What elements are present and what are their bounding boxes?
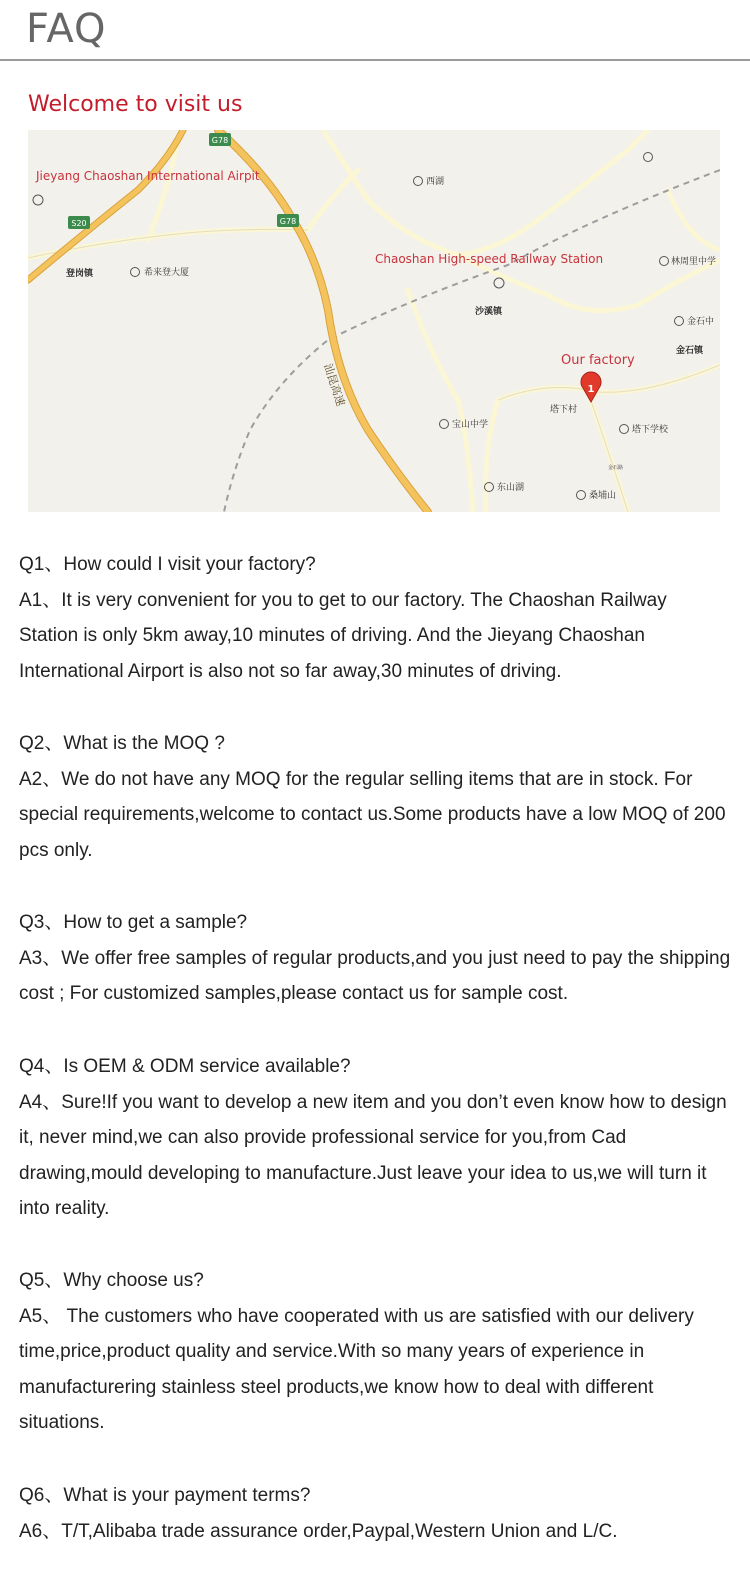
faq-answer-2: A2、We do not have any MOQ for the regular selling items that are in stock. For special requirements,welcome to contact us.Some products have a low MOQ of 200 pcs only.: [19, 768, 726, 861]
faq-item-1: [19, 547, 731, 689]
page-title: FAQ: [26, 6, 107, 52]
faq-item-4: [19, 1049, 731, 1227]
poi-icons: [33, 153, 684, 500]
faq-question-1: Q1、How could I visit your factory?: [19, 554, 316, 575]
expressways: [28, 130, 428, 512]
faq-question-2: Q2、What is the MOQ ?: [19, 733, 225, 754]
factory-marker-number: 1: [587, 384, 595, 395]
map-label-baoshan: 宝山中学: [452, 420, 489, 430]
map-label-taxiacun: 塔下村: [550, 405, 578, 415]
faq-question-3: Q3、How to get a sample?: [19, 912, 248, 933]
faq-item-5: [19, 1263, 731, 1441]
station-icon: [494, 278, 504, 288]
poi-sangpushan-icon: [577, 491, 586, 500]
title-divider: [0, 59, 750, 61]
faq-question-6: Q6、What is your payment terms?: [19, 1485, 311, 1506]
map-label-sangpushan: 桑埔山: [589, 491, 617, 501]
map-label-expressway: 汕昆高速: [321, 361, 348, 408]
faq-item-2: [19, 726, 731, 868]
faq-question-5: Q5、Why choose us?: [19, 1270, 204, 1291]
map-label-taxia-school: 塔下学校: [632, 425, 669, 435]
map-label-linzhouli: 林周里中学: [671, 257, 717, 267]
location-map: [28, 130, 720, 512]
map-label-airport: Jieyang Chaoshan International Airpit: [36, 169, 260, 183]
road-label-s20: S20: [71, 219, 87, 228]
poi-baoshan-icon: [440, 420, 449, 429]
map-label-factory: Our factory: [561, 353, 635, 368]
faq-item-3: [19, 905, 731, 1012]
map-label-xilaideng: 希来登大厦: [144, 268, 190, 278]
road-label-g78-top: G78: [211, 136, 229, 145]
map-label-small: 金石路: [608, 465, 624, 471]
faq-answer-6: A6、T/T,Alibaba trade assurance order,Paypal,Western Union and L/C.: [19, 1520, 618, 1542]
faq-answer-1: A1、It is very convenient for you to get to our factory. The Chaoshan Railway Station is only 5km away,10 minutes of driving. And the Jieyang Chaoshan International Airport is also not so far away,30 minutes of driving.: [19, 589, 667, 682]
faq-answer-3: A3、We offer free samples of regular products,and you just need to pay the shipping cost ; For customized samples,please contact us for sample cost.: [19, 947, 731, 1004]
faq-answer-5: A5、 The customers who have cooperated with us are satisfied with our delivery time,price,product quality and service.With so many years of experience in manufacturering stainless steel products,we know how to deal with different situations.: [19, 1305, 694, 1433]
map-label-jinshi-school: 金石中: [687, 317, 715, 327]
poi-taxia-icon: [620, 425, 629, 434]
map-label-xihu: 西湖: [426, 177, 445, 187]
map-label-station: Chaoshan High-speed Railway Station: [375, 252, 604, 266]
road-label-g78-mid: G78: [279, 217, 297, 226]
map-label-denggang: 登岗镇: [66, 269, 94, 279]
poi-linzhouli-icon: [660, 257, 669, 266]
airport-icon: [33, 195, 43, 205]
poi-jinshi-icon: [675, 317, 684, 326]
poi-xihu-icon: [414, 177, 423, 186]
map-label-jinshi-town: 金石镇: [676, 346, 704, 356]
faq-item-6: [19, 1478, 731, 1549]
map-label-dongshan: 东山湖: [497, 483, 525, 493]
poi-xilaideng-icon: [131, 268, 140, 277]
faq-question-4: Q4、Is OEM & ODM service available?: [19, 1056, 351, 1077]
minor-roads: [28, 130, 720, 512]
poi-north-icon: [644, 153, 653, 162]
section-heading: Welcome to visit us: [28, 92, 243, 117]
faq-answer-4: A4、Sure!If you want to develop a new item and you don’t even know how to design it, never mind,we can also provide professional service for you,from Cad drawing,mould developing to manufacture.Just leave your idea to us,we will turn it into reality.: [19, 1091, 727, 1219]
map-canvas: [28, 130, 720, 512]
map-label-shaxi: 沙溪镇: [475, 307, 503, 317]
